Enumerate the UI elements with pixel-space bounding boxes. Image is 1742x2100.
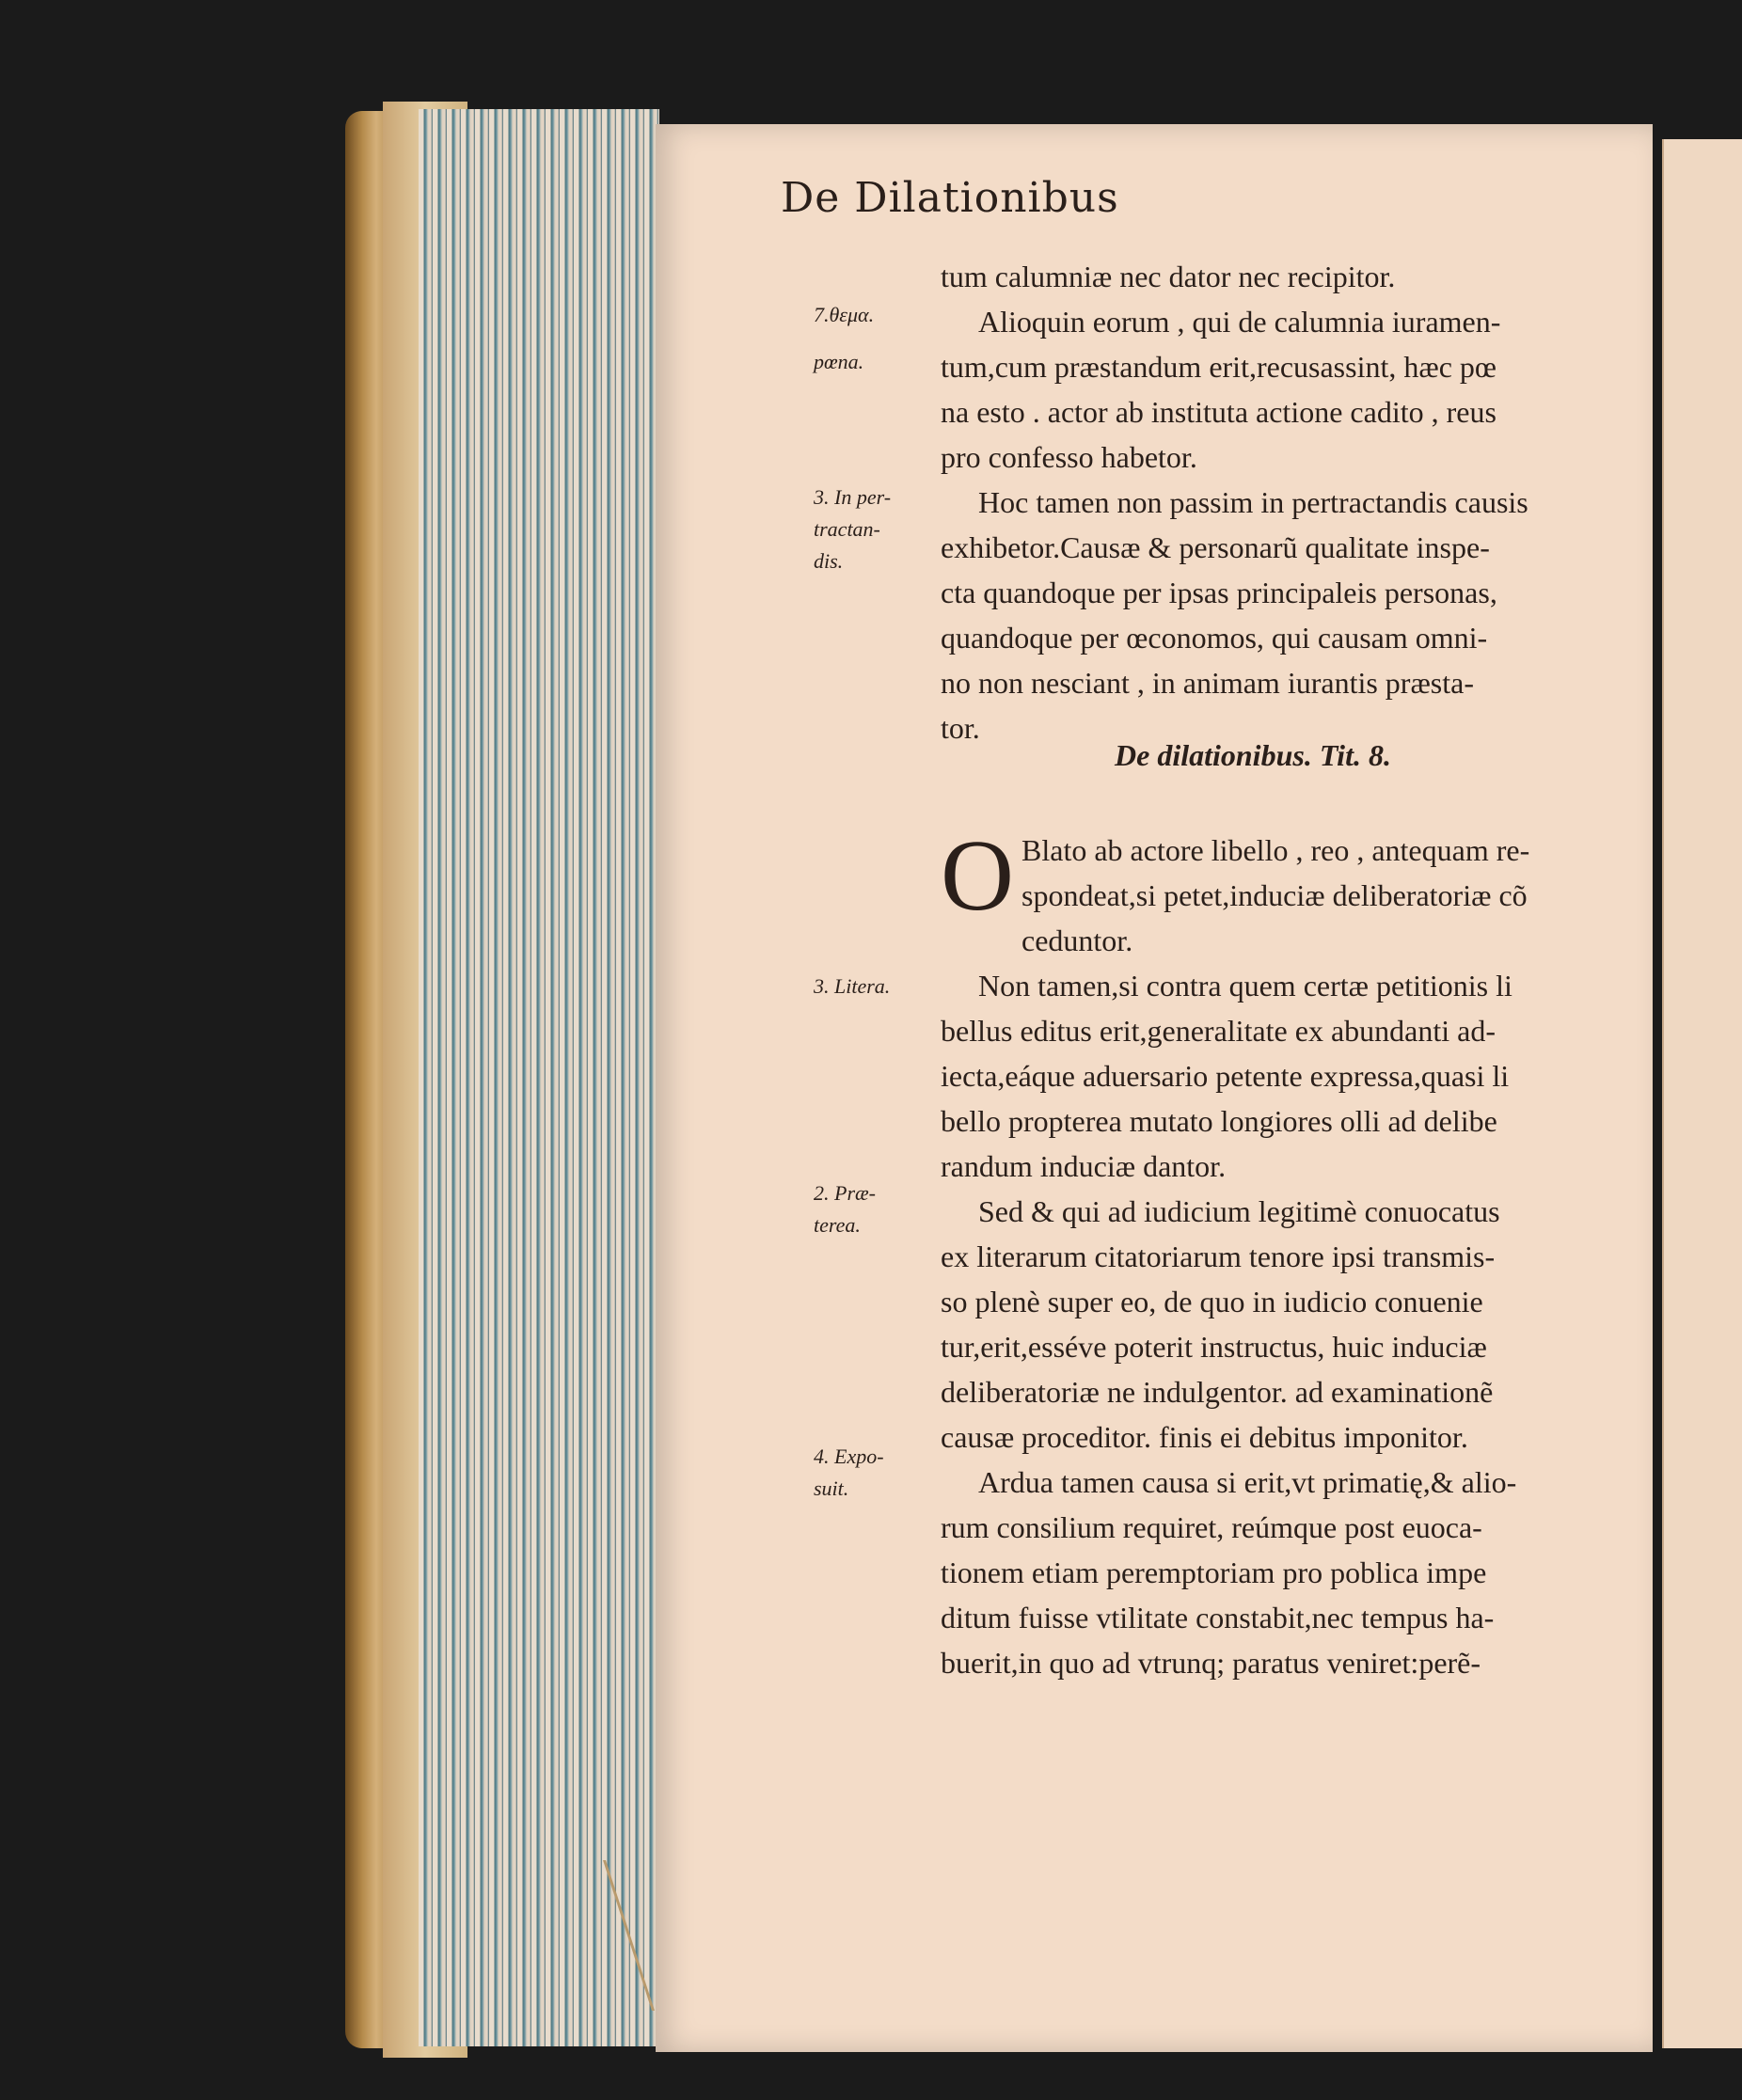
text-line: ditum fuisse vtilitate constabit,nec tempus ha- <box>941 1601 1495 1634</box>
text-line: spondeat,si petet,induciæ deliberatoriæ cõ <box>1021 878 1528 912</box>
text-line: iecta,eáque aduersario petente expressa,quasi li <box>941 1059 1510 1093</box>
text-line: rum consilium requiret, reúmque post euoca- <box>941 1510 1482 1544</box>
margin-note: tractan- <box>814 517 880 541</box>
text-line: tionem etiam peremptoriam pro poblica impe <box>941 1555 1487 1589</box>
margin-note: 7.θεμα. <box>814 303 875 326</box>
text-line: pro confesso habetor. <box>941 440 1197 474</box>
margin-note: terea. <box>814 1213 861 1237</box>
page-edges <box>419 109 659 2046</box>
margin-note: 4. Expo- <box>814 1445 884 1468</box>
margin-note: 3. In per- <box>814 485 892 509</box>
margin-note: 3. Litera. <box>814 974 891 998</box>
text-line: randum induciæ dantor. <box>941 1149 1227 1183</box>
drop-cap: O <box>941 820 1014 932</box>
running-head: De Dilationibus <box>781 174 1119 222</box>
text-line: bellus editus erit,generalitate ex abundanti ad- <box>941 1014 1496 1048</box>
text-line: bello propterea mutato longiores olli ad delibe <box>941 1104 1497 1138</box>
text-line: na esto . actor ab instituta actione cadito , reus <box>941 395 1497 429</box>
text-line: buerit,in quo ad vtrunq; paratus veniret:perẽ- <box>941 1646 1481 1680</box>
margin-note: suit. <box>814 1476 849 1500</box>
text-line: Non tamen,si contra quem certæ petitionis li <box>978 969 1512 1003</box>
text-line: exhibetor.Causæ & personarũ qualitate inspe- <box>941 530 1490 564</box>
text-line: Blato ab actore libello , reo , antequam re- <box>1021 833 1530 867</box>
text-line: no non nesciant , in animam iurantis præsta- <box>941 666 1474 700</box>
margin-note: 2. Præ- <box>814 1181 876 1205</box>
text-line: tum calumniæ nec dator nec recipitor. <box>941 260 1396 293</box>
text-block-1 <box>941 254 1674 750</box>
text-line: Ardua tamen causa si erit,vt primatię,& alio- <box>978 1465 1517 1499</box>
text-block-2 <box>941 820 1674 1685</box>
text-line: cta quandoque per ipsas principaleis personas, <box>941 576 1497 609</box>
text-line: ex literarum citatoriarum tenore ipsi transmis- <box>941 1239 1496 1273</box>
text-line: deliberatoriæ ne indulgentor. ad examinationẽ <box>941 1375 1494 1409</box>
text-line: so plenè super eo, de quo in iudicio conuenie <box>941 1285 1483 1318</box>
text-line: tur,erit,esséve poterit instructus, huic induciæ <box>941 1330 1487 1364</box>
margin-note: pœna. <box>814 350 864 373</box>
margin-note: dis. <box>814 549 844 573</box>
text-line: Alioquin eorum , qui de calumnia iuramen- <box>978 305 1501 339</box>
text-line: causæ proceditor. finis ei debitus imponitor. <box>941 1420 1468 1454</box>
text-line: quandoque per œconomos, qui causam omni- <box>941 621 1488 655</box>
text-line: Sed & qui ad iudicium legitimè conuocatus <box>978 1194 1500 1228</box>
text-line: tor. <box>941 711 980 745</box>
section-title: De dilationibus. Tit. 8. <box>1115 738 1391 772</box>
text-line: tum,cum præstandum erit,recusassint, hæc pœ <box>941 350 1497 384</box>
text-line: ceduntor. <box>1021 924 1133 957</box>
text-line: Hoc tamen non passim in pertractandis causis <box>978 485 1528 519</box>
